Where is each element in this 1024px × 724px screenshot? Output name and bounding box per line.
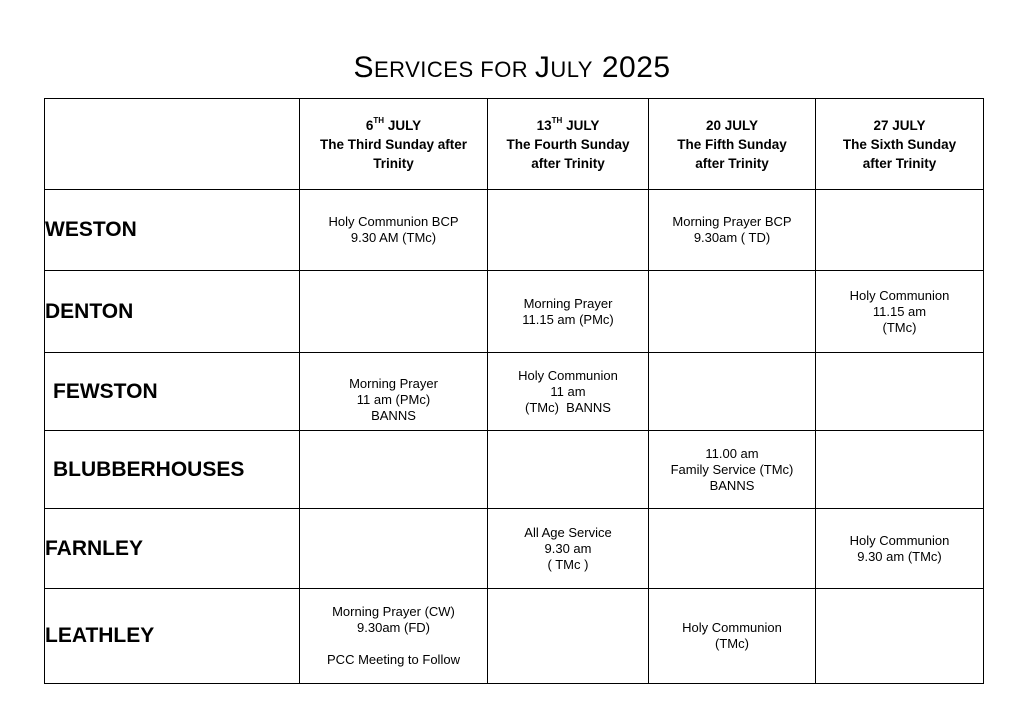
service-cell: All Age Service 9.30 am ( TMc ) (488, 509, 649, 589)
service-cell-empty (488, 589, 649, 684)
place-name: FARNLEY (45, 509, 300, 589)
row-weston (45, 190, 984, 271)
service-cell: Holy Communion 11 am (TMc) BANNS (488, 353, 649, 431)
service-cell-empty (816, 353, 984, 431)
row-blubberhouses (45, 431, 984, 509)
service-cell-empty (816, 431, 984, 509)
place-name: FEWSTON (45, 353, 300, 431)
service-cell-empty (649, 271, 816, 353)
place-name: WESTON (45, 190, 300, 271)
column-header-27-july: 27 JULY The Sixth Sunday after Trinity (816, 99, 984, 190)
row-farnley (45, 509, 984, 589)
column-header-20-july: 20 JULY The Fifth Sunday after Trinity (649, 99, 816, 190)
service-cell-empty (649, 509, 816, 589)
place-name: BLUBBERHOUSES (45, 431, 300, 509)
services-table (44, 98, 984, 684)
service-cell-empty (300, 509, 488, 589)
service-cell: Holy Communion BCP 9.30 AM (TMc) (300, 190, 488, 271)
column-header-13-july: 13TH JULY The Fourth Sunday after Trinity (488, 99, 649, 190)
service-cell-empty (816, 589, 984, 684)
row-fewston (45, 353, 984, 431)
place-name: DENTON (45, 271, 300, 353)
column-header-6-july: 6TH JULY The Third Sunday after Trinity (300, 99, 488, 190)
corner-cell (45, 99, 300, 190)
service-cell-empty (300, 431, 488, 509)
service-cell-empty (300, 271, 488, 353)
service-cell: Holy Communion (TMc) (649, 589, 816, 684)
service-cell-empty (488, 190, 649, 271)
service-cell: Morning Prayer 11 am (PMc) BANNS (300, 353, 488, 431)
service-cell: Morning Prayer (CW) 9.30am (FD) PCC Meeting to Follow (300, 589, 488, 684)
service-cell: Morning Prayer 11.15 am (PMc) (488, 271, 649, 353)
service-cell-empty (488, 431, 649, 509)
service-cell-empty (816, 190, 984, 271)
service-cell-empty (649, 353, 816, 431)
place-name: LEATHLEY (45, 589, 300, 684)
header-row (45, 99, 984, 190)
service-cell: Holy Communion 9.30 am (TMc) (816, 509, 984, 589)
service-cell: Holy Communion 11.15 am (TMc) (816, 271, 984, 353)
row-leathley (45, 589, 984, 684)
row-denton (45, 271, 984, 353)
service-cell: 11.00 am Family Service (TMc) BANNS (649, 431, 816, 509)
page-title: SERVICES FOR JULY 2025 (353, 51, 671, 84)
service-cell: Morning Prayer BCP 9.30am ( TD) (649, 190, 816, 271)
